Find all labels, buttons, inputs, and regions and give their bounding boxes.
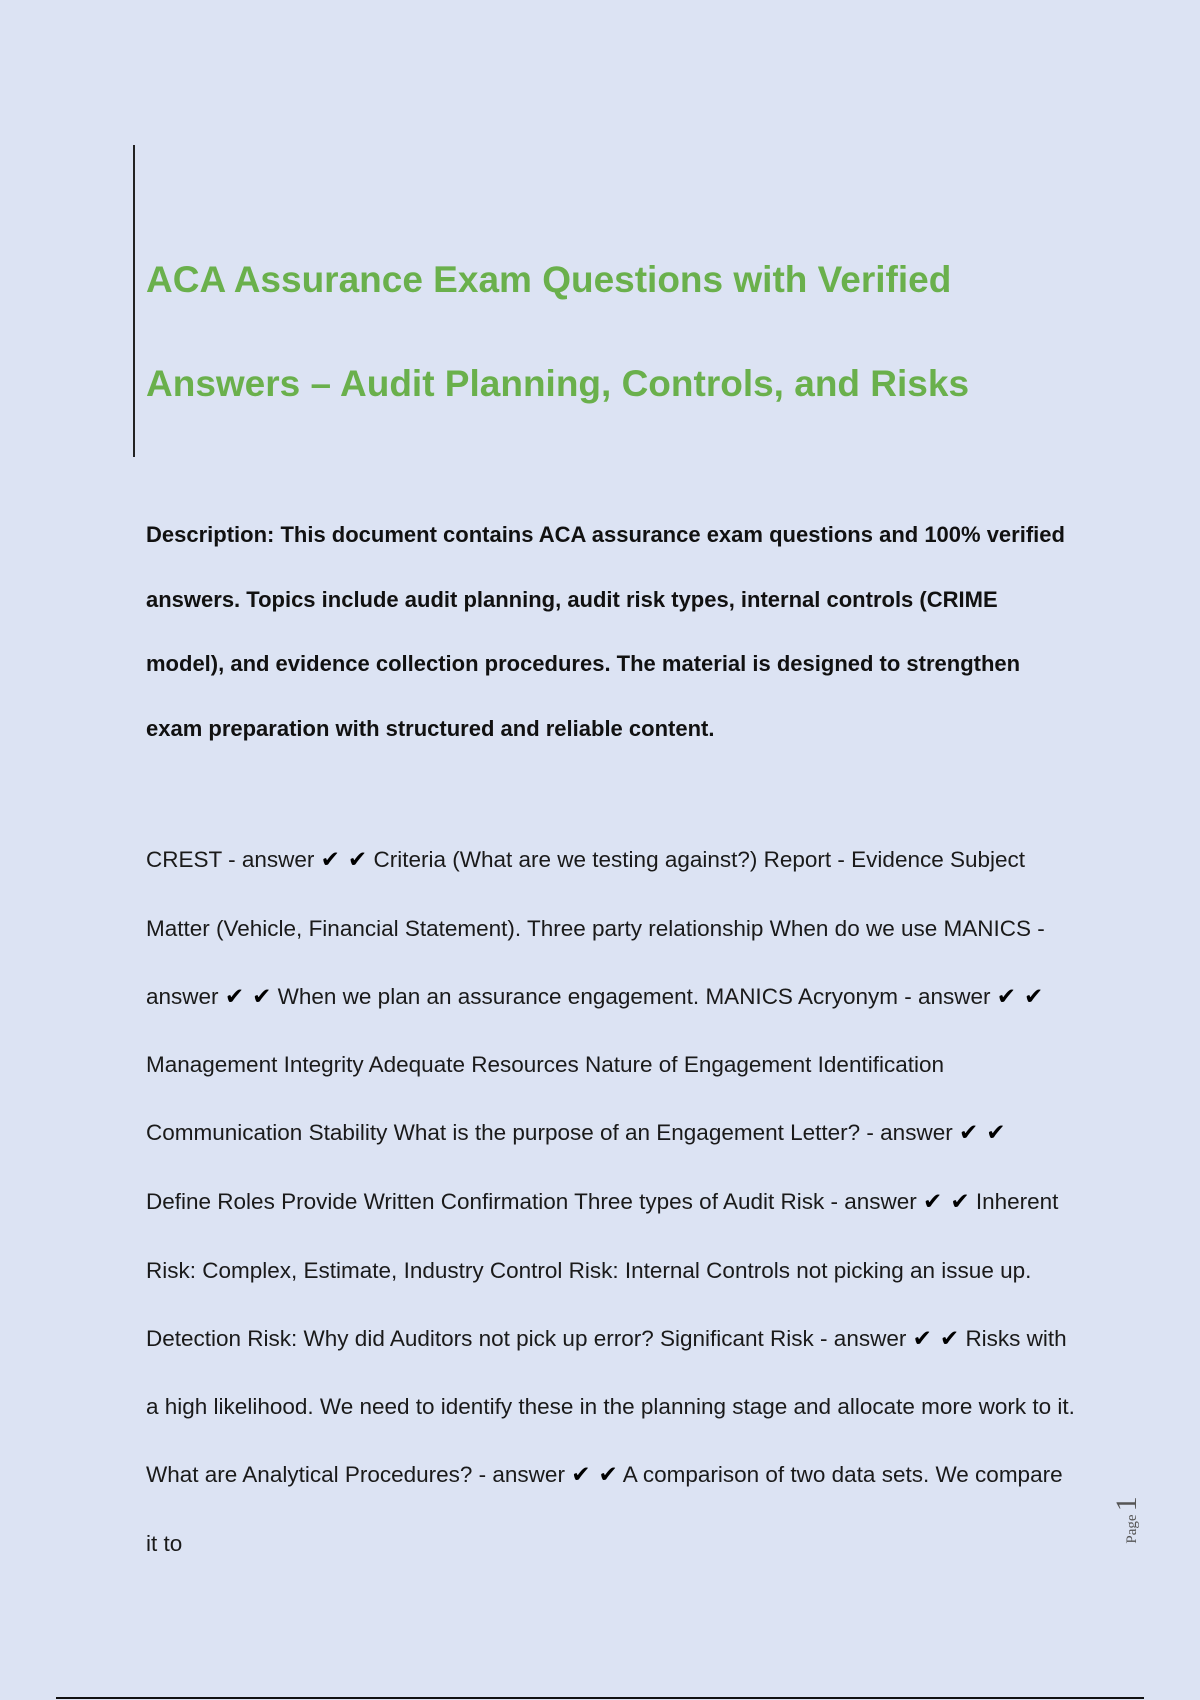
check-icon: ✔ ✔ xyxy=(571,1462,618,1489)
footer-divider xyxy=(56,1697,1144,1699)
qa-body xyxy=(146,826,1076,1578)
qa-answer: Inherent Risk: Complex, Estimate, Industry Control Risk: Internal Controls not picking an issue up. Detection Risk: Why did Auditors not pick up error? xyxy=(146,1188,1059,1351)
check-icon: ✔ ✔ xyxy=(224,983,272,1010)
document-title xyxy=(146,228,1106,436)
qa-question: CREST - answer xyxy=(146,847,315,872)
page-number-label xyxy=(1110,1490,1170,1550)
qa-answer: When we plan an assurance engagement. xyxy=(277,983,700,1009)
qa-question: MANICS Acryonym - answer xyxy=(705,983,991,1009)
qa-answer: A comparison of two data sets. We compare it to xyxy=(146,1462,1063,1556)
document-description: Description: This document contains ACA assurance exam questions and 100% verified answers. Topics include audit planning, audit risk types, internal controls (CRIME model), and evidence collection procedures. The material is designed to strengthen exam preparation with structured and reliable content. xyxy=(146,522,1065,741)
title-line-1: ACA Assurance Exam Questions with Verified xyxy=(146,259,952,300)
title-line-2: Answers – Audit Planning, Controls, and Risks xyxy=(146,363,970,404)
qa-answer: Risks with a high likelihood. We need to identify these in the planning stage and allocate more work to it. xyxy=(146,1325,1075,1420)
qa-question: When do we use MANICS - answer xyxy=(146,915,1045,1009)
page-number: 1 xyxy=(1110,1496,1143,1512)
page-word: Page xyxy=(1124,1514,1140,1544)
check-icon: ✔ ✔ xyxy=(912,1325,960,1352)
check-icon: ✔ ✔ xyxy=(996,983,1044,1010)
check-icon: ✔ ✔ xyxy=(923,1188,970,1215)
qa-question: Three types of Audit Risk - answer xyxy=(574,1188,917,1214)
title-accent-bar xyxy=(133,145,135,457)
check-icon: ✔ ✔ xyxy=(320,847,368,873)
qa-question: Significant Risk - answer xyxy=(660,1325,907,1351)
qa-answer: Define Roles Provide Written Confirmation xyxy=(146,1188,569,1214)
qa-question: What is the purpose of an Engagement Letter? - answer xyxy=(393,1120,953,1146)
qa-question: What are Analytical Procedures? - answer xyxy=(146,1462,565,1488)
check-icon: ✔ ✔ xyxy=(958,1120,1006,1147)
qa-answer: Management Integrity Adequate Resources Nature of Engagement Identification Communication Stability xyxy=(146,1052,944,1146)
qa-answer: Criteria (What are we testing against?) Report - Evidence Subject Matter (Vehicle, Financial Statement). Three party relationship xyxy=(146,847,1026,941)
